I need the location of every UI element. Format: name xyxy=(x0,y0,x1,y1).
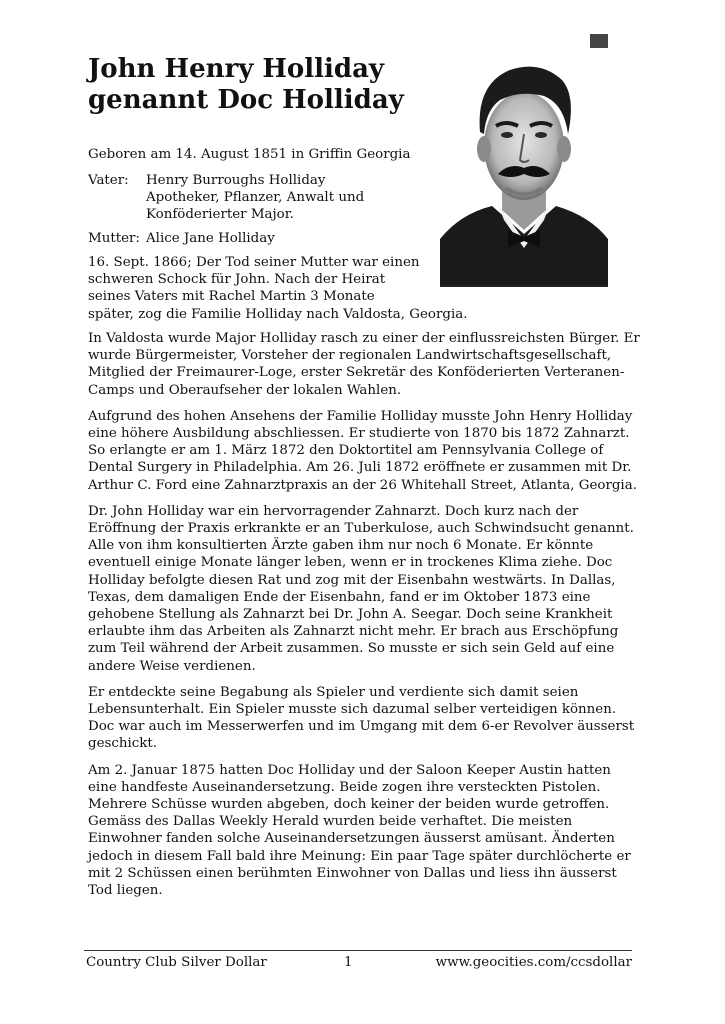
footer-divider xyxy=(84,950,632,951)
footer-club-name: Country Club Silver Dollar xyxy=(86,955,267,970)
portrait-photo xyxy=(440,34,608,287)
paragraph-mother-death xyxy=(88,254,488,323)
father-details-2: Konföderierter Major. xyxy=(146,207,294,223)
paragraph-education: Aufgrund des hohen Ansehens der Familie Holliday musste John Henry Holliday eine höhere Ausbildung abschliessen. Er studierte von 1870 bis 1872 Zahnarzt. So erlangte er am 1. März 1872 den Doktortitel am Pennsylvania College of Dental Surgery in Philadelphia. Am 26. Juli 1872 eröffnete er zusammen mit Dr. Arthur C. Ford eine Zahnarztpraxis an der 26 Whitehall Street, Atlanta, Georgia. xyxy=(88,408,637,493)
mother-info xyxy=(88,230,438,247)
page-title xyxy=(88,54,433,116)
father-name: Henry Burroughs Holliday xyxy=(146,173,326,188)
paragraph-line: seines Vaters mit Rachel Martin 3 Monate xyxy=(88,289,375,305)
birth-info: Geboren am 14. August 1851 in Griffin Georgia xyxy=(88,147,411,162)
footer-website: www.geocities.com/ccsdollar xyxy=(435,955,632,970)
mother-label: Mutter: xyxy=(88,231,140,246)
paragraph-illness: Dr. John Holliday war ein hervorragender Zahnarzt. Doch kurz nach der Eröffnung der Praxis erkrankte er an Tuberkulose, auch Schwindsucht genannt. Alle von ihm konsultierten Ärzte gaben ihm nur noch 6 Monate. Er könnte eventuell einige Monate länger leben, wenn er in trockenes Klima ziehe. Doc Holliday befolgte diesen Rat und zog mit der Eisenbahn westwärts. In Dallas, Texas, dem damaligen Ende der Eisenbahn, fand er im Oktober 1873 eine gehobene Stellung als Zahnarzt bei Dr. John A. Seegar. Doch seine Krankheit erlaubte ihm das Arbeiten als Zahnarzt nicht mehr. Er brach aus Erschöpfung zum Teil während der Arbeit zusammen. So musste er sich sein Geld auf eine andere Weise verdienen. xyxy=(88,503,634,674)
father-label: Vater: xyxy=(88,173,129,188)
paragraph-gambler: Er entdeckte seine Begabung als Spieler und verdiente sich damit seien Lebensunterhalt. Ein Spieler musste sich dazumal selber verteidigen können. Doc war auch im Messerwerfen und im Umgang mit dem 6-er Revolver äusserst geschickt. xyxy=(88,684,635,752)
title-line-1: John Henry Holliday xyxy=(88,54,385,84)
paragraph-dallas-fight: Am 2. Januar 1875 hatten Doc Holliday und der Saloon Keeper Austin hatten eine handfeste Auseinandersetzung. Beide zogen ihre versteckten Pistolen. Mehrere Schüsse wurden abgeben, doch keiner der beiden wurde getroffen. Gemäss des Dallas Weekly Herald wurden beide verhaftet. Die meisten Einwohner fanden solche Auseinandersetzungen äusserst amüsant. Änderten jedoch in diesem Fall bald ihre Meinung: Ein paar Tage später durchlöcherte er mit 2 Schüssen einen berühmten Einwohner von Dallas und liess ihn äusserst Tod liegen. xyxy=(88,762,631,899)
paragraph-line: 16. Sept. 1866; Der Tod seiner Mutter war einen xyxy=(88,255,420,270)
body-text xyxy=(88,330,643,908)
paragraph-line: später, zog die Familie Holliday nach Valdosta, Georgia. xyxy=(88,306,468,322)
title-line-2: genannt Doc Holliday xyxy=(88,85,404,115)
mother-name: Alice Jane Holliday xyxy=(146,231,275,246)
father-details-1: Apotheker, Pflanzer, Anwalt und xyxy=(146,190,365,206)
paragraph-line: schweren Schock für John. Nach der Heirat xyxy=(88,272,386,288)
page-number: 1 xyxy=(344,955,353,970)
father-info xyxy=(88,172,438,224)
paragraph-valdosta: In Valdosta wurde Major Holliday rasch zu einer der einflussreichsten Bürger. Er wurde Bürgermeister, Vorsteher der regionalen Landwirtschaftsgesellschaft, Mitglied der Freimaurer-Loge, erster Sekretär des Konföderierten Verteranen-Camps und Oberaufseher der lokalen Wahlen. xyxy=(88,331,640,398)
